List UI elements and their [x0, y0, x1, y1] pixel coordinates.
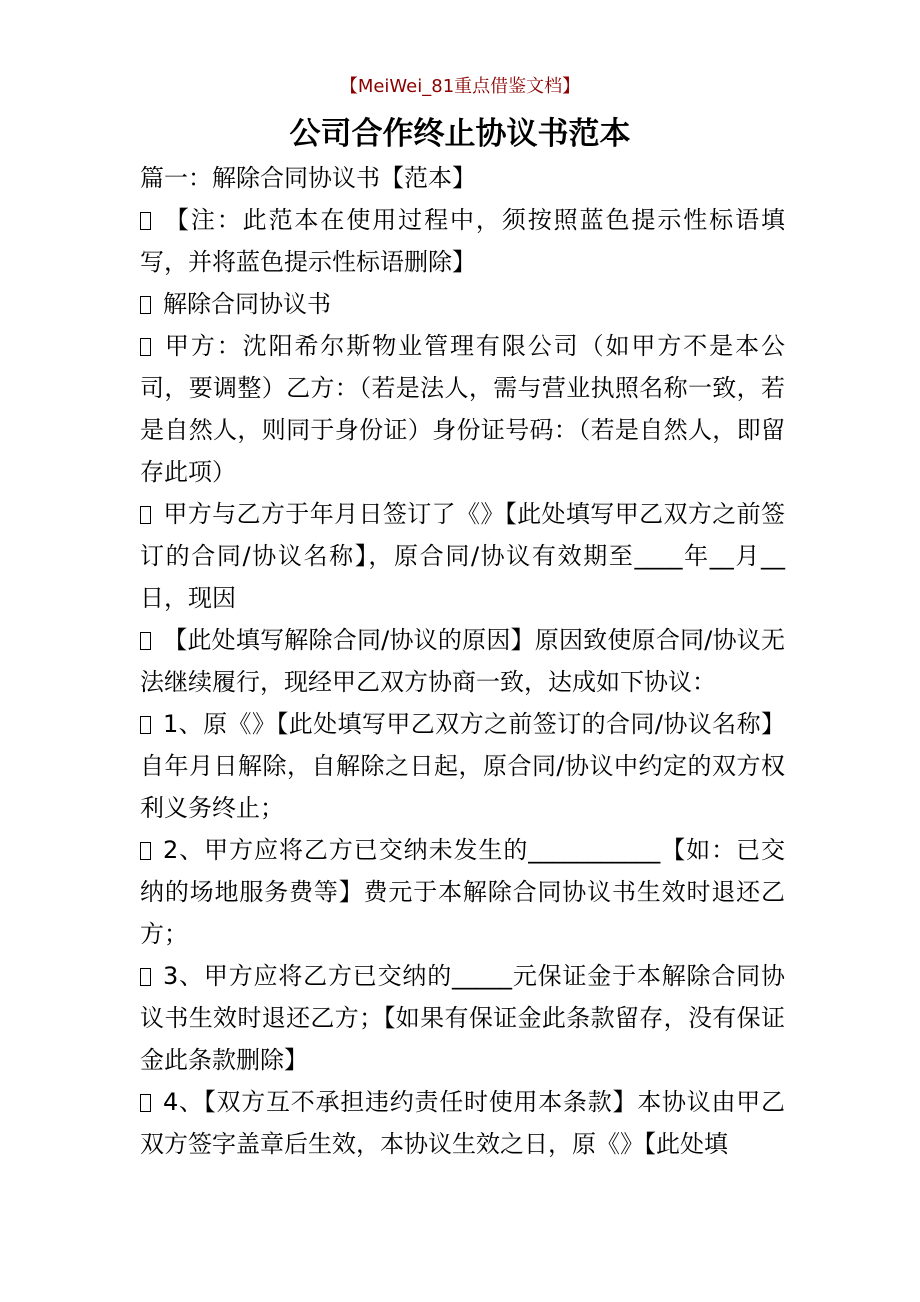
checkbox-bullet-icon — [140, 506, 151, 524]
checkbox-bullet-icon — [140, 842, 151, 860]
paragraph — [140, 493, 785, 619]
paragraph — [140, 829, 785, 955]
paragraph — [140, 325, 785, 493]
document-header: 【MeiWei_81重点借鉴文档】 — [339, 76, 581, 97]
paragraph-text: 1、原《》【此处填写甲乙双方之前签订的合同/协议名称】自年月日解除，自解除之日起，原合同/协议中约定的双方权利义务终止； — [140, 710, 785, 822]
paragraph-text: 【注：此范本在使用过程中，须按照蓝色提示性标语填写，并将蓝色提示性标语删除】 — [140, 206, 785, 276]
paragraph-text: 甲方：沈阳希尔斯物业管理有限公司（如甲方不是本公司，要调整）乙方：（若是法人，需与营业执照名称一致，若是自然人，则同于身份证）身份证号码：（若是自然人，即留存此项） — [140, 332, 785, 486]
paragraph-text: 篇一：解除合同协议书【范本】 — [140, 164, 476, 192]
paragraph — [140, 199, 785, 283]
document-body — [140, 157, 785, 1165]
paragraph — [140, 1081, 785, 1165]
checkbox-bullet-icon — [140, 338, 151, 356]
checkbox-bullet-icon — [140, 632, 151, 650]
checkbox-bullet-icon — [140, 212, 151, 230]
paragraph-text: 4、【双方互不承担违约责任时使用本条款】本协议由甲乙双方签字盖章后生效，本协议生效之日，原《》【此处填 — [140, 1088, 785, 1158]
paragraph — [140, 703, 785, 829]
paragraph-text: 解除合同协议书 — [163, 290, 331, 318]
paragraph-text: 2、甲方应将乙方已交纳未发生的___________【如：已交纳的场地服务费等】费元于本解除合同协议书生效时退还乙方； — [140, 836, 785, 948]
paragraph-text: 3、甲方应将乙方已交纳的_____元保证金于本解除合同协议书生效时退还乙方；【如果有保证金此条款留存，没有保证金此条款删除】 — [140, 962, 785, 1074]
paragraph — [140, 619, 785, 703]
checkbox-bullet-icon — [140, 296, 151, 314]
paragraph — [140, 157, 785, 199]
paragraph — [140, 955, 785, 1081]
checkbox-bullet-icon — [140, 1094, 151, 1112]
paragraph — [140, 283, 785, 325]
checkbox-bullet-icon — [140, 968, 151, 986]
paragraph-text: 【此处填写解除合同/协议的原因】原因致使原合同/协议无法继续履行，现经甲乙双方协商一致，达成如下协议： — [140, 626, 785, 696]
checkbox-bullet-icon — [140, 716, 151, 734]
paragraph-text: 甲方与乙方于年月日签订了《》【此处填写甲乙双方之前签订的合同/协议名称】，原合同/协议有效期至____年__月__日，现因 — [140, 500, 785, 612]
document-title: 公司合作终止协议书范本 — [289, 116, 631, 152]
